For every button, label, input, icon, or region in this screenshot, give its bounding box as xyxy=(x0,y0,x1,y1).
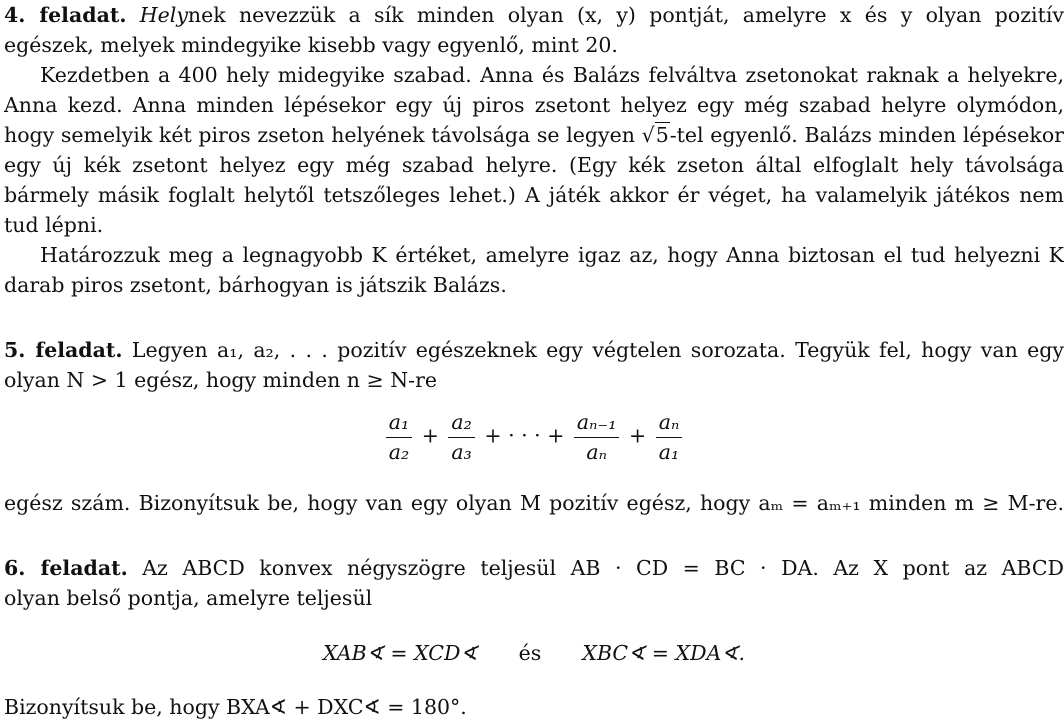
problem-4-line-6: egy új kék zsetont helyez egy még szabad helyre. (Egy kék zseton által elfoglalt hely távolsága xyxy=(4,153,1064,177)
problem-6-line-1: 6. feladat. Az ABCD konvex négyszögre teljesül AB · CD = BC · DA. Az X pont az ABCD xyxy=(4,556,1064,580)
sqrt-expression: √5 xyxy=(641,123,669,147)
problem-4-label: 4. feladat. xyxy=(4,3,127,27)
fraction-3: $\frac{\text{aₙ₋₁}}{\text{aₙ}}$ xyxy=(574,410,620,464)
problem-4-line-2: egészek, melyek mindegyike kisebb vagy egyenlő, mint 20. xyxy=(4,33,618,57)
equation-left: XAB∢ = XCD∢ xyxy=(322,641,478,665)
problem-5-label: 5. feladat. xyxy=(4,338,123,362)
problem-4-line-10: darab piros zsetont, bárhogyan is játszik Balázs. xyxy=(4,273,507,297)
problem-6-label: 6. feladat. xyxy=(4,556,128,580)
problem-4-line-4: Anna kezd. Anna minden lépésekor egy új piros zsetont helyez egy még szabad helyre olymódon, xyxy=(4,93,1064,117)
problem-5-line-3: egész szám. Bizonyítsuk be, hogy van egy olyan M pozitív egész, hogy aₘ = aₘ₊₁ minden m ≥ M-re. xyxy=(4,491,1064,515)
problem-4-line-3: Kezdetben a 400 hely midegyike szabad. Anna és Balázs felváltva zsetonokat raknak a helyekre, xyxy=(40,63,1064,87)
equation-right: XBC∢ = XDA∢. xyxy=(582,641,746,665)
angle-equations xyxy=(4,638,1064,668)
sum-formula: $\frac{\text{a₁}}{\text{a₂}}$ + $\frac{\text{a₂}}{\text{a₃}}$ + · · · + $\frac{\text{aₙ₋₁}}{\text{aₙ}}$ + $\frac{\text{aₙ}}{\text{a₁}}$ xyxy=(4,410,1064,470)
problem-5-line-1: 5. feladat. Legyen a₁, a₂, . . . pozitív egészeknek egy végtelen sorozata. Tegyük fel, hogy van egy xyxy=(4,338,1064,362)
problem-4-line-8: tud lépni. xyxy=(4,213,104,237)
problem-6-line-2: olyan belső pontja, amelyre teljesül xyxy=(4,586,373,610)
problem-6-line-3: Bizonyítsuk be, hogy BXA∢ + DXC∢ = 180°. xyxy=(4,695,467,719)
fraction-2: $\frac{\text{a₂}}{\text{a₃}}$ xyxy=(448,410,474,464)
fraction-1: $\frac{\text{a₁}}{\text{a₂}}$ xyxy=(386,410,412,464)
problem-4-line-9: Határozzuk meg a legnagyobb K értéket, amelyre igaz az, hogy Anna biztosan el tud helyezni K xyxy=(40,243,1064,267)
problem-4-line-5: hogy semelyik két piros zseton helyének távolsága se legyen √5-tel egyenlő. Balázs minden lépésekor xyxy=(4,120,1064,150)
conjunction: és xyxy=(518,641,542,665)
problem-4-text: nek nevezzük a sík minden olyan (x, y) pontját, amelyre x és y olyan pozitív xyxy=(187,3,1064,27)
problem-5-line-2: olyan N > 1 egész, hogy minden n ≥ N-re xyxy=(4,368,438,392)
defined-term: Hely xyxy=(139,3,188,27)
problem-4-line-7: bármely másik foglalt helytől tetszőleges lehet.) A játék akkor ér véget, ha valamelyik játékos nem xyxy=(4,183,1064,207)
problem-4-line-1 xyxy=(4,0,1064,30)
fraction-4: $\frac{\text{aₙ}}{\text{a₁}}$ xyxy=(656,410,683,464)
